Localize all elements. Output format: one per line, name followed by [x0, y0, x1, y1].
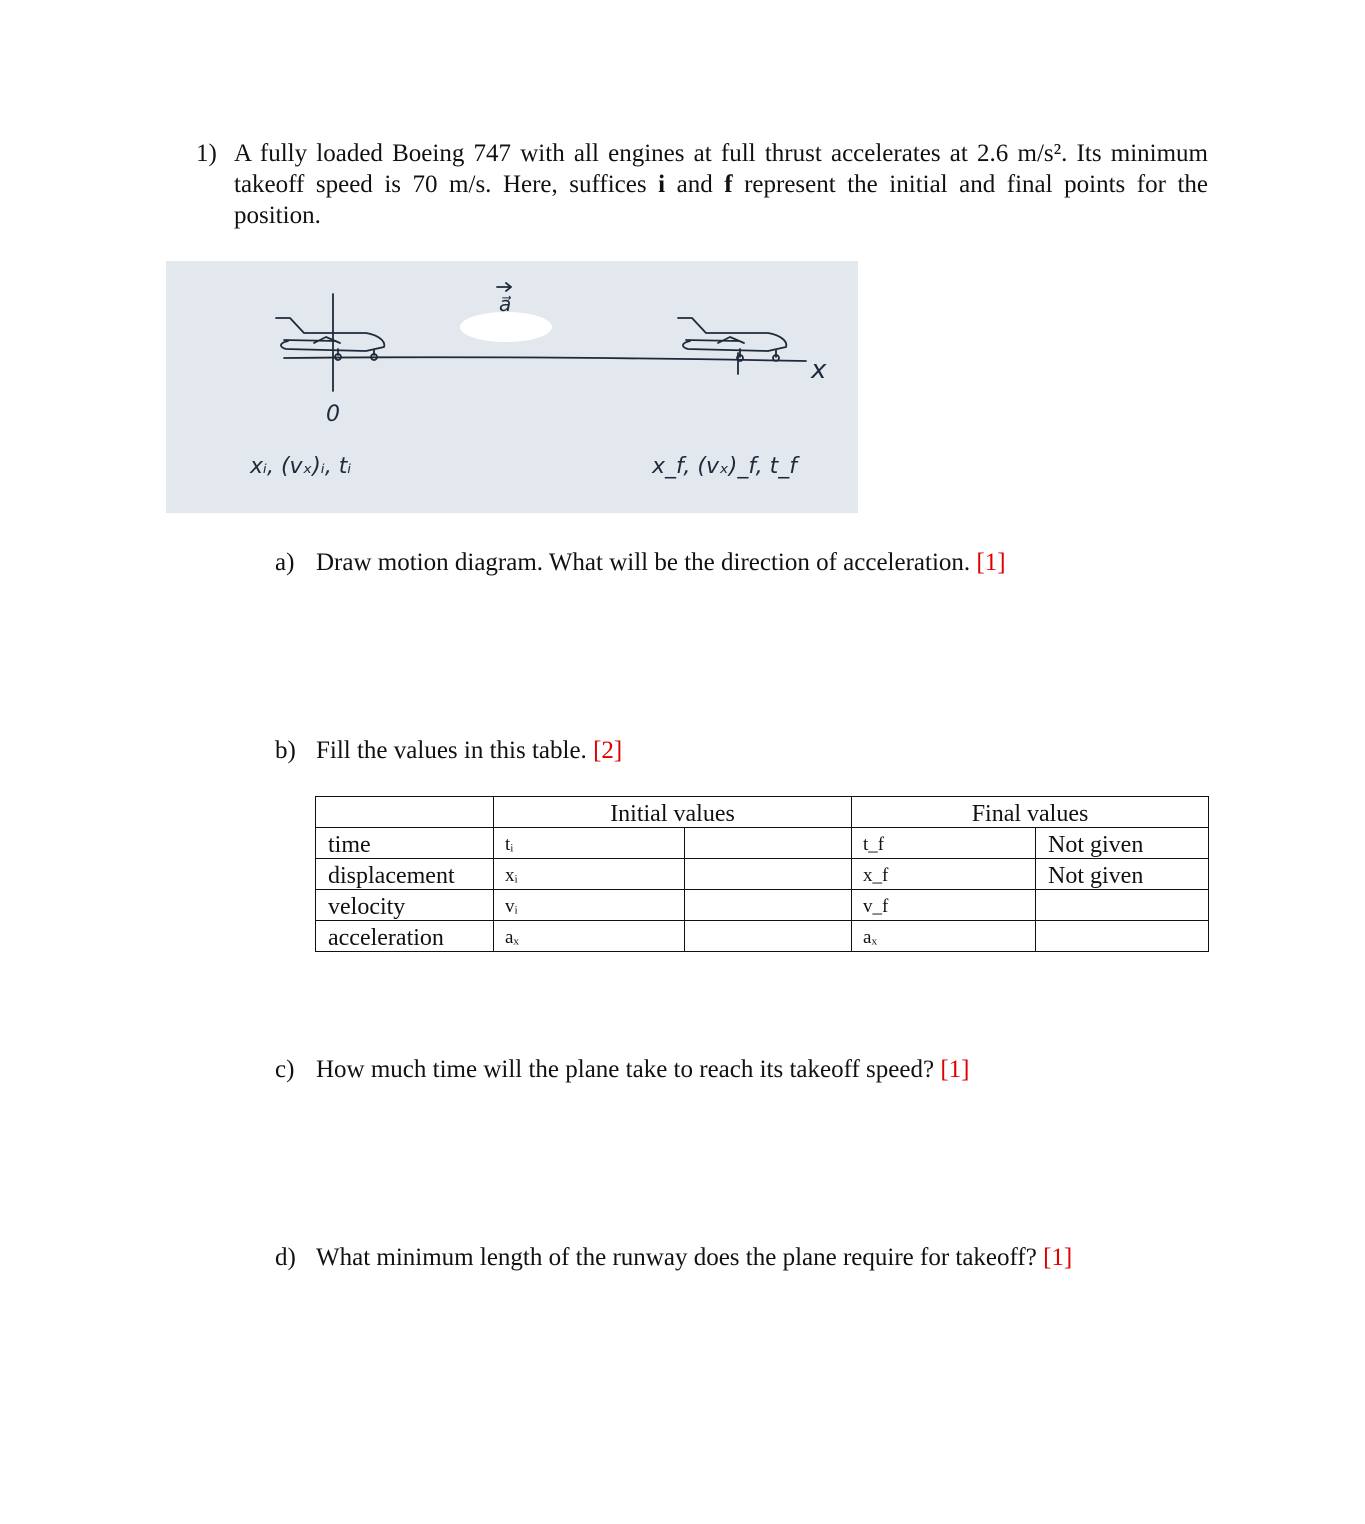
part-b-marks: [2]: [593, 737, 623, 764]
initial-value-cell[interactable]: [685, 921, 852, 952]
accel-label: a⃗: [499, 292, 512, 316]
values-table: [315, 796, 1209, 952]
runway-axis: [284, 357, 806, 361]
final-symbol-cell: v_f: [852, 890, 1036, 921]
question-number: 1): [196, 140, 217, 167]
accel-blob: [460, 312, 552, 342]
accel-arrow: [497, 283, 511, 291]
axis-x-label: x: [811, 355, 827, 385]
table-row: [316, 859, 1209, 890]
initial-value-cell[interactable]: [685, 859, 852, 890]
runway-sketch: [166, 261, 858, 513]
header-final: Final values: [852, 797, 1209, 828]
final-value-cell[interactable]: [1036, 921, 1209, 952]
table-header-row: [316, 797, 1209, 828]
final-plane-icon: [678, 318, 786, 374]
part-b-label: b): [275, 737, 296, 764]
final-value-cell[interactable]: Not given: [1036, 828, 1209, 859]
part-a-marks: [1]: [976, 549, 1006, 576]
part-c-marks: [1]: [940, 1056, 970, 1083]
part-d-text: What minimum length of the runway does the plane require for takeoff? [1]: [316, 1244, 1073, 1271]
header-empty: [316, 797, 494, 828]
final-value-cell[interactable]: [1036, 890, 1209, 921]
initial-plane-icon: [276, 318, 384, 360]
part-c-text: How much time will the plane take to reach its takeoff speed? [1]: [316, 1056, 970, 1083]
quantity-cell: time: [316, 828, 494, 859]
initial-symbol-cell: aₓ: [494, 921, 685, 952]
final-symbol-cell: x_f: [852, 859, 1036, 890]
question-text: A fully loaded Boeing 747 with all engines at full thrust accelerates at 2.6 m/s². Its minimum takeoff speed is 70 m/s. Here, suffices i and f represent the initial and final points for the position.: [234, 140, 1208, 229]
initial-symbol-cell: xᵢ: [494, 859, 685, 890]
table-row: [316, 890, 1209, 921]
quantity-cell: displacement: [316, 859, 494, 890]
table-row: [316, 921, 1209, 952]
part-d-marks: [1]: [1043, 1244, 1073, 1271]
initial-symbol-cell: tᵢ: [494, 828, 685, 859]
initial-value-cell[interactable]: [685, 828, 852, 859]
part-a-label: a): [275, 549, 295, 576]
quantity-cell: acceleration: [316, 921, 494, 952]
question-1: [196, 138, 1208, 231]
part-d-label: d): [275, 1244, 296, 1271]
part-b-text: Fill the values in this table. [2]: [316, 737, 623, 764]
initial-symbol-cell: vᵢ: [494, 890, 685, 921]
part-a-text: Draw motion diagram. What will be the direction of acceleration. [1]: [316, 549, 1006, 576]
quantity-cell: velocity: [316, 890, 494, 921]
final-value-cell[interactable]: Not given: [1036, 859, 1209, 890]
table-row: [316, 828, 1209, 859]
origin-label: 0: [326, 402, 340, 427]
initial-state-label: xᵢ, (vₓ)ᵢ, tᵢ: [250, 454, 352, 479]
final-symbol-cell: t_f: [852, 828, 1036, 859]
final-symbol-cell: aₓ: [852, 921, 1036, 952]
final-state-label: x_f, (vₓ)_f, t_f: [652, 454, 798, 479]
header-initial: Initial values: [494, 797, 852, 828]
runway-figure: [166, 261, 858, 513]
part-c-label: c): [275, 1056, 295, 1083]
initial-value-cell[interactable]: [685, 890, 852, 921]
